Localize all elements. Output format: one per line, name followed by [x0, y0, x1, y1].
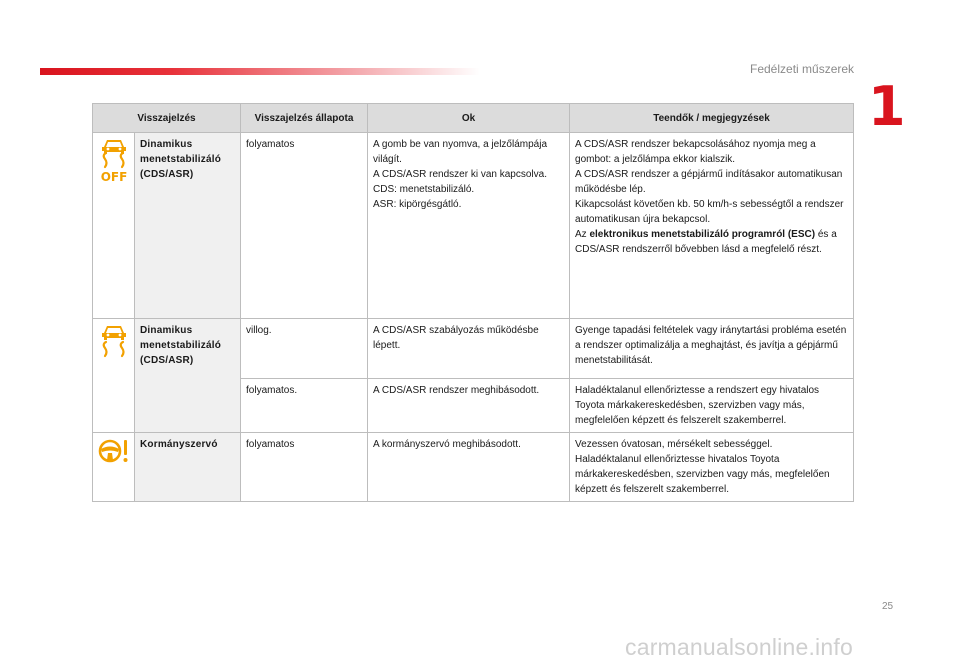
action-suffix: és a CDS/ASR rendszerről bővebben lásd a megfelelő részt. — [575, 229, 837, 255]
steering-warning-icon — [98, 437, 130, 465]
indicator-name: Dinamikus menetstabilizáló (CDS/ASR) — [135, 319, 241, 433]
indicator-state: folyamatos — [241, 133, 368, 319]
indicator-action: Gyenge tapadási feltételek vagy iránytartási probléma esetén a rendszer optimalizálja a meghajtást, és javítja a gépjármű menetstabilitását. — [570, 319, 854, 379]
action-line: A CDS/ASR rendszer a gépjármű indításakor automatikusan működésbe lép. — [575, 169, 843, 195]
indicator-action — [570, 433, 854, 502]
esc-off-icon — [98, 137, 130, 183]
table-row — [93, 433, 854, 502]
esc-icon — [98, 323, 130, 359]
action-line-reference — [575, 227, 848, 257]
indicator-state: folyamatos — [241, 433, 368, 502]
indicator-cause — [368, 133, 570, 319]
indicator-state: villog. — [241, 319, 368, 379]
chapter-number: 1 — [868, 75, 906, 138]
action-line: A CDS/ASR rendszer bekapcsolásához nyomja meg a gombot: a jelzőlámpa ekkor kialszik. — [575, 139, 816, 165]
column-header: Visszajelzés — [93, 104, 241, 133]
indicator-cause: A CDS/ASR rendszer meghibásodott. — [368, 379, 570, 433]
action-line: Kikapcsolást követően kb. 50 km/h-s sebességtől a rendszer automatikusan újra bekapcsol. — [575, 199, 844, 225]
column-header: Visszajelzés állapota — [241, 104, 368, 133]
indicator-name: Kormányszervó — [135, 433, 241, 502]
icon-cell — [93, 433, 135, 502]
table-row — [93, 319, 854, 379]
action-line: Haladéktalanul ellenőriztesse hivatalos Toyota márkakereskedésben, szervizben vagy más, megfelelően képzett és felszerelt szakemberrel. — [575, 454, 830, 495]
indicator-action: Haladéktalanul ellenőriztesse a rendszert egy hivatalos Toyota márkakereskedésben, szervizben vagy más, megfelelően képzett és felszerelt szakemberrel. — [570, 379, 854, 433]
table-header-row — [93, 104, 854, 133]
cause-line: A gomb be van nyomva, a jelzőlámpája világít. — [373, 139, 548, 165]
cause-line: ASR: kipörgésgátló. — [373, 199, 462, 210]
cause-line: A CDS/ASR rendszer ki van kapcsolva. — [373, 169, 547, 180]
cause-line: CDS: menetstabilizáló. — [373, 184, 475, 195]
action-bold-term: elektronikus menetstabilizáló programról (ESC) — [589, 229, 816, 240]
icon-cell — [93, 319, 135, 433]
indicator-cause: A CDS/ASR szabályozás működésbe lépett. — [368, 319, 570, 379]
column-header: Ok — [368, 104, 570, 133]
action-prefix: Az — [575, 229, 587, 240]
icon-cell — [93, 133, 135, 319]
warning-lights-table — [92, 103, 854, 502]
indicator-cause: A kormányszervó meghibásodott. — [368, 433, 570, 502]
indicator-action — [570, 133, 854, 319]
page-number: 25 — [882, 601, 894, 612]
section-title: Fedélzeti műszerek — [750, 62, 855, 76]
svg-text:OFF: OFF — [100, 170, 128, 183]
indicator-name: Dinamikus menetstabilizáló (CDS/ASR) — [135, 133, 241, 319]
header-accent-bar — [40, 68, 480, 75]
indicator-state: folyamatos. — [241, 379, 368, 433]
column-header: Teendők / megjegyzések — [570, 104, 854, 133]
action-line: Vezessen óvatosan, mérsékelt sebességgel. — [575, 439, 773, 450]
watermark: carmanualsonline.info — [625, 634, 853, 660]
table-row — [93, 133, 854, 319]
